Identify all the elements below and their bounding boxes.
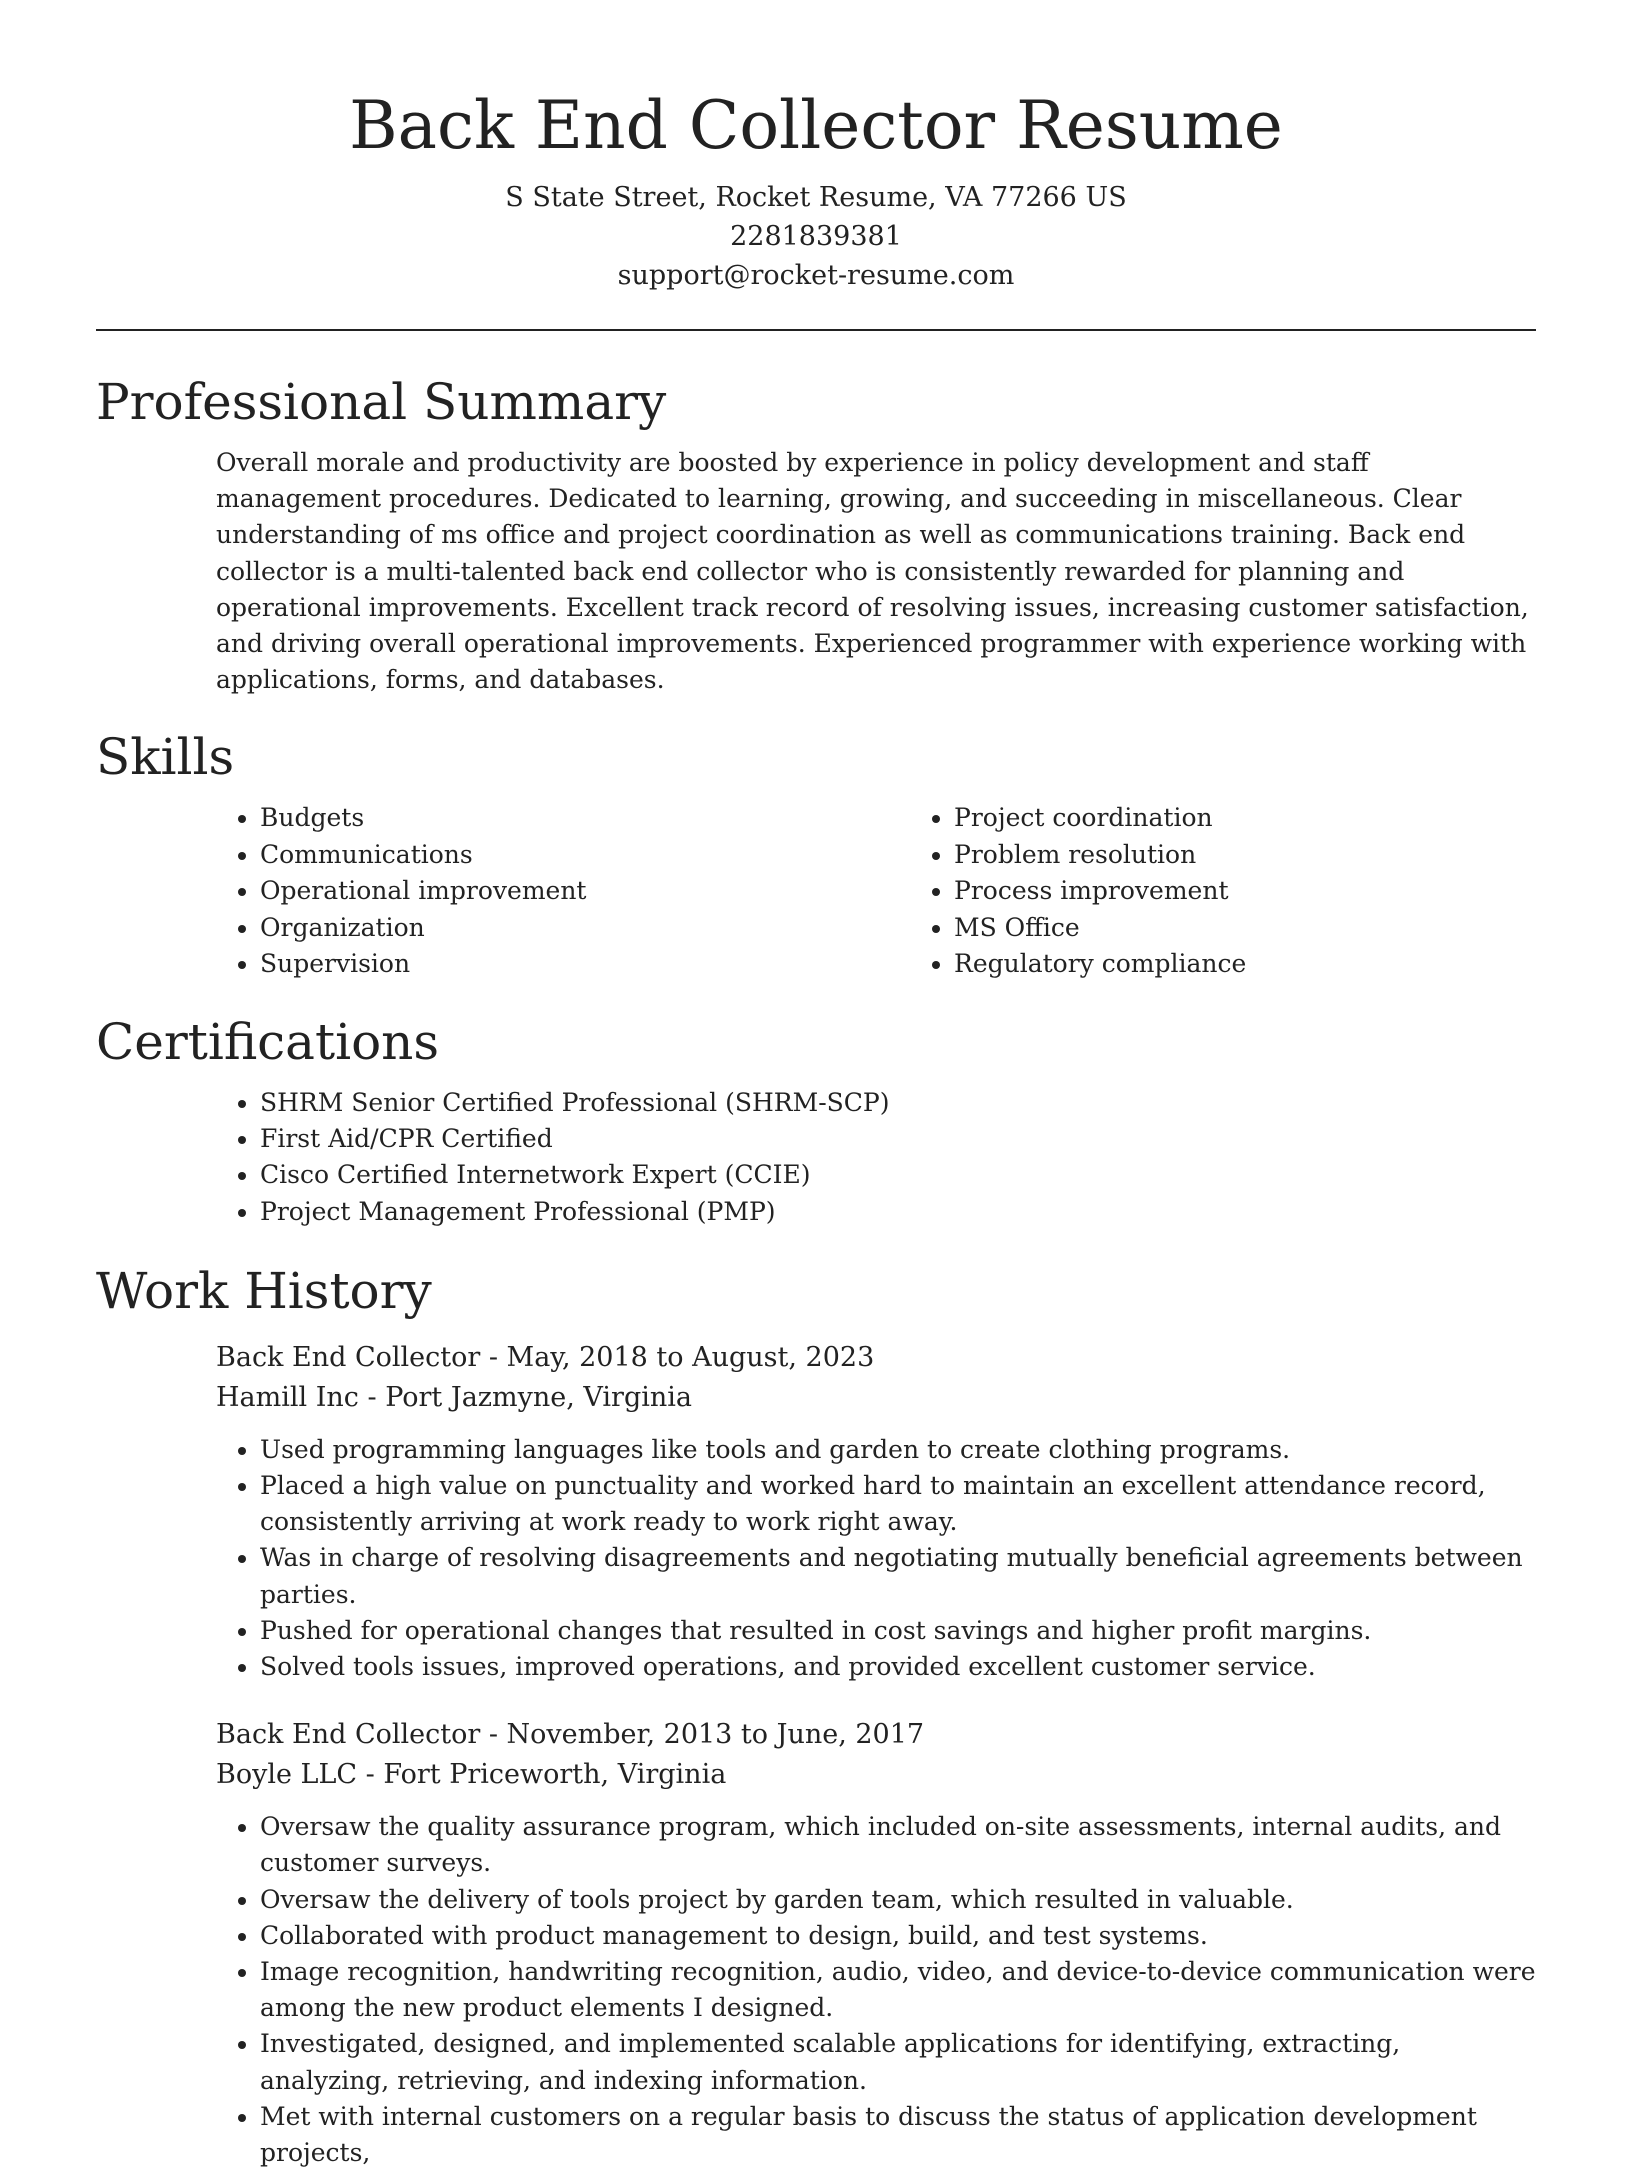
skill-item: • Organization	[260, 910, 910, 947]
skill-item: • MS Office	[954, 910, 1604, 947]
skill-item: • Problem resolution	[954, 837, 1604, 874]
skills-heading: Skills	[96, 728, 235, 787]
skill-item: • Operational improvement	[260, 873, 910, 910]
certifications-list	[216, 1085, 1536, 1230]
job-bullet: • Solved tools issues, improved operations, and provided excellent customer service.	[260, 1649, 1536, 1685]
skill-item: • Process improvement	[954, 873, 1604, 910]
skills-list-left	[216, 800, 910, 983]
skills-section	[0, 724, 1632, 983]
certification-item: • SHRM Senior Certified Professional (SHRM-SCP)	[260, 1085, 1536, 1121]
contact-address: S State Street, Rocket Resume, VA 77266 US	[505, 182, 1127, 213]
summary-heading: Professional Summary	[96, 373, 667, 431]
job-bullet: • Used programming languages like tools and garden to create clothing programs.	[260, 1432, 1536, 1468]
skill-item: • Project coordination	[954, 800, 1604, 837]
resume-header	[0, 0, 1632, 295]
job-company-location: Boyle LLC - Fort Priceworth, Virginia	[216, 1759, 727, 1791]
job-bullet: • Placed a high value on punctuality and worked hard to maintain an excellent attendance record, consistently arriving at work ready to work right away.	[260, 1468, 1536, 1540]
skills-list-right	[910, 800, 1604, 983]
skill-item: • Supervision	[260, 946, 910, 983]
job-bullet: • Oversaw the quality assurance program, which included on-site assessments, internal audits, and customer surveys.	[260, 1809, 1536, 1881]
contact-block	[0, 178, 1632, 295]
job-bullet: • Collaborated with product management to design, build, and test systems.	[260, 1918, 1536, 1954]
resume-title: Back End Collector Resume	[349, 87, 1283, 164]
professional-summary-section	[0, 369, 1632, 698]
certification-item: • First Aid/CPR Certified	[260, 1121, 1536, 1157]
skill-item: • Regulatory compliance	[954, 946, 1604, 983]
job-bullets	[216, 1432, 1536, 1685]
job-company-location: Hamill Inc - Port Jazmyne, Virginia	[216, 1381, 693, 1413]
contact-email: support@rocket-resume.com	[617, 260, 1015, 291]
skills-columns	[216, 800, 1632, 983]
work-history-heading: Work History	[96, 1261, 432, 1320]
work-history-section	[0, 1258, 1632, 2171]
header-divider	[96, 329, 1536, 331]
job-entry	[0, 1338, 1632, 1685]
certification-item: • Cisco Certified Internetwork Expert (CCIE)	[260, 1157, 1536, 1193]
job-title-dates: Back End Collector - May, 2018 to August, 2023	[216, 1341, 875, 1373]
certification-item: • Project Management Professional (PMP)	[260, 1194, 1536, 1230]
contact-phone: 2281839381	[730, 221, 902, 252]
certifications-section	[0, 1009, 1632, 1230]
job-bullet: • Was in charge of resolving disagreements and negotiating mutually beneficial agreements between parties.	[260, 1540, 1536, 1612]
job-bullet: • Oversaw the delivery of tools project by garden team, which resulted in valuable.	[260, 1882, 1536, 1918]
job-entry	[0, 1715, 1632, 2171]
job-bullet: • Met with internal customers on a regular basis to discuss the status of application development projects,	[260, 2099, 1536, 2171]
skill-item: • Budgets	[260, 800, 910, 837]
job-bullet: • Investigated, designed, and implemented scalable applications for identifying, extracting, analyzing, retrieving, and indexing information.	[260, 2026, 1536, 2098]
job-title-dates: Back End Collector - November, 2013 to June, 2017	[216, 1719, 925, 1751]
job-bullet: • Pushed for operational changes that resulted in cost savings and higher profit margins.	[260, 1613, 1536, 1649]
job-bullet: • Image recognition, handwriting recognition, audio, video, and device-to-device communication were among the new product elements I designed.	[260, 1954, 1536, 2026]
summary-text: Overall morale and productivity are boosted by experience in policy development and staff management procedures. Dedicated to learning, growing, and succeeding in miscellaneous. Clear understanding of ms office and project coordination as well as communications training. Back end collector is a multi-talented back end collector who is consistently rewarded for planning and operational improvements. Excellent track record of resolving issues, increasing customer satisfaction, and driving overall operational improvements. Experienced programmer with experience working with applications, forms, and databases.	[216, 448, 1529, 695]
skill-item: • Communications	[260, 837, 910, 874]
certifications-heading: Certifications	[96, 1012, 440, 1071]
job-bullets	[216, 1809, 1536, 2171]
